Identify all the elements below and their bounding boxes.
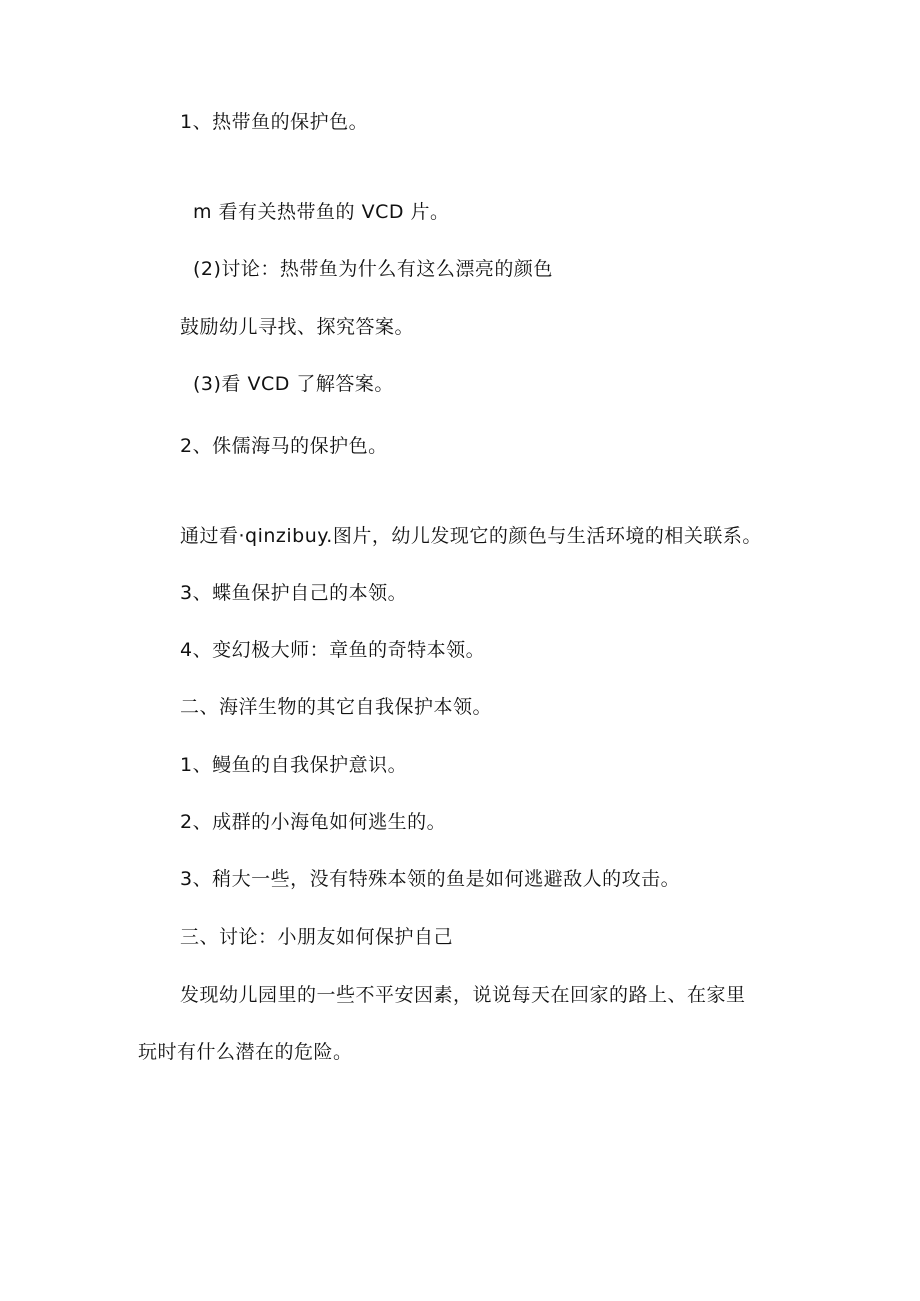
section-3-heading: 三、讨论：小朋友如何保护自己	[180, 926, 454, 948]
line-encourage-children: 鼓励幼儿寻找、探究答案。	[180, 316, 415, 338]
item-sea-turtles: 2、成群的小海龟如何逃生的。	[180, 811, 447, 833]
paragraph-line-2: 玩时有什么潜在的危险。	[138, 1041, 353, 1063]
item-butterflyfish: 3、蝶鱼保护自己的本领。	[180, 582, 408, 604]
item-eel: 1、鳗鱼的自我保护意识。	[180, 754, 408, 776]
line-picture-observation: 通过看·qinzibuy.图片，幼儿发现它的颜色与生活环境的相关联系。	[180, 525, 762, 547]
item-tropical-fish-camouflage: 1、热带鱼的保护色。	[180, 111, 369, 133]
paragraph-line-1: 发现幼儿园里的一些不平安因素，说说每天在回家的路上、在家里	[180, 984, 746, 1006]
section-2-heading: 二、海洋生物的其它自我保护本领。	[180, 696, 493, 718]
item-ordinary-fish: 3、稍大一些，没有特殊本领的鱼是如何逃避敌人的攻击。	[180, 868, 681, 890]
step-vcd-answer: (3)看 VCD 了解答案。	[193, 373, 394, 395]
item-octopus: 4、变幻极大师：章鱼的奇特本领。	[180, 639, 486, 661]
step-discussion: (2)讨论：热带鱼为什么有这么漂亮的颜色	[193, 258, 553, 280]
step-watch-vcd: m 看有关热带鱼的 VCD 片。	[193, 201, 450, 223]
item-seahorse-camouflage: 2、侏儒海马的保护色。	[180, 435, 388, 457]
